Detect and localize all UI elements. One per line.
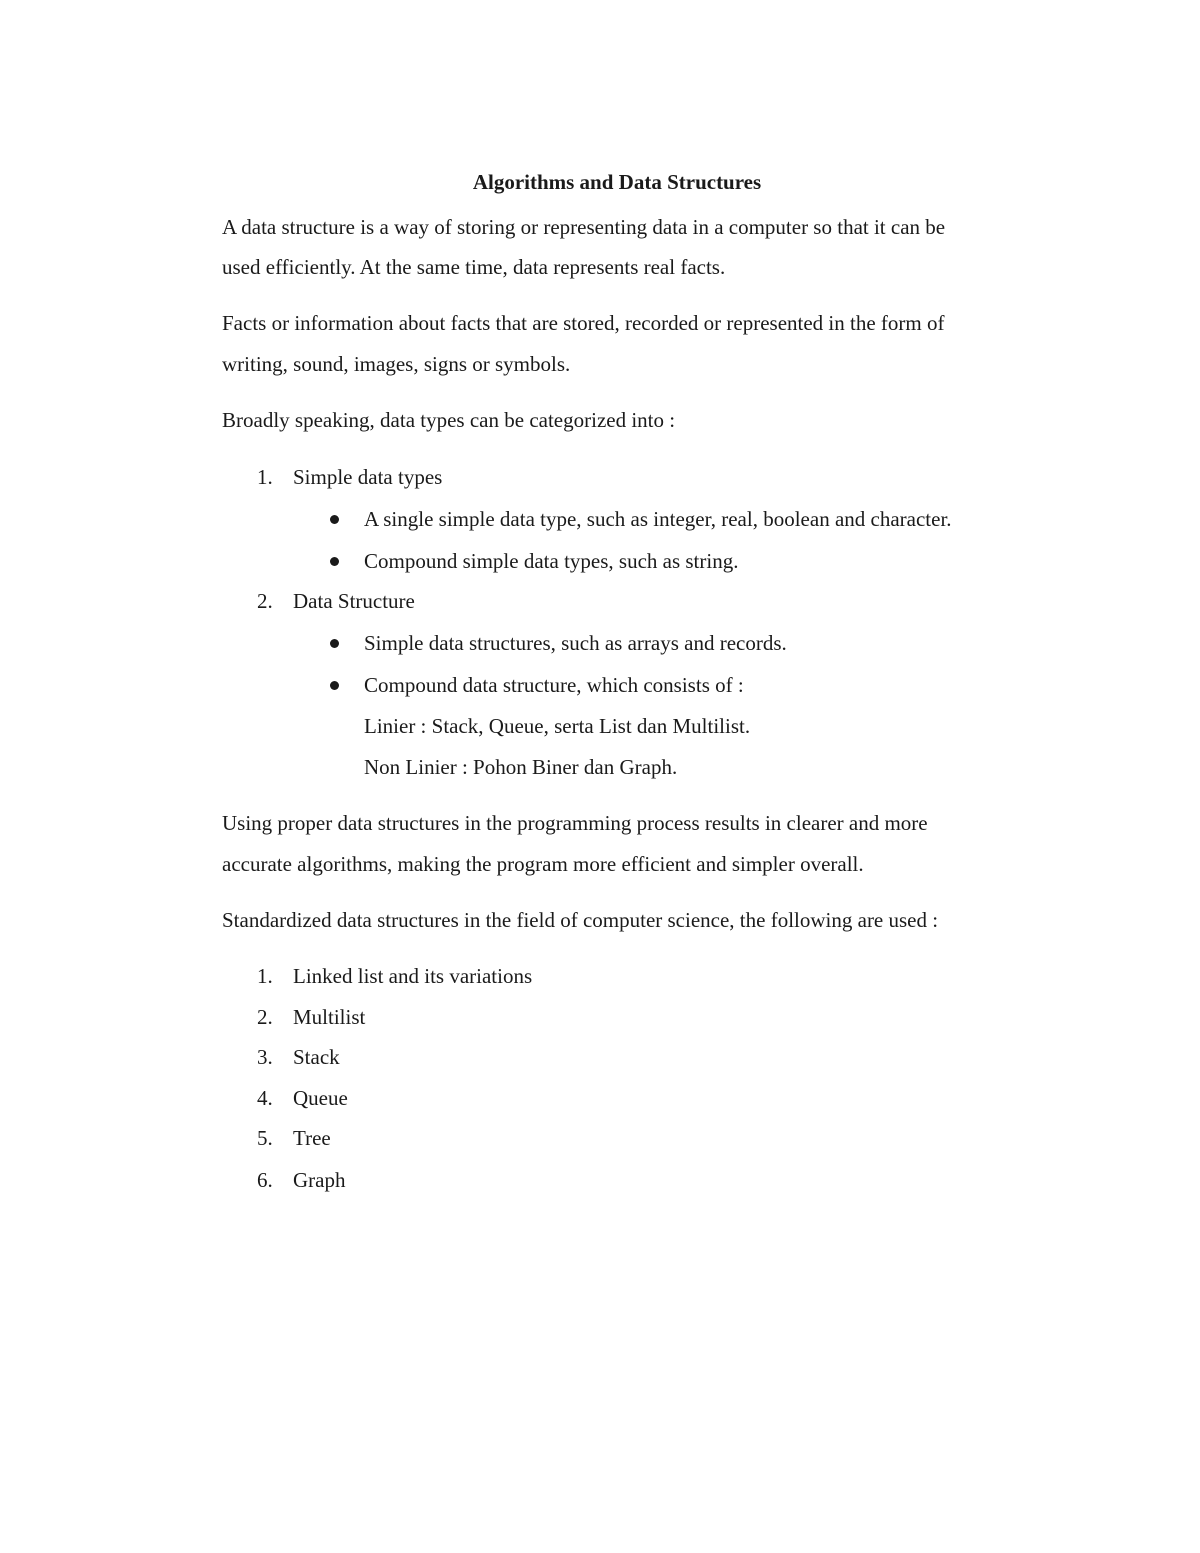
page-title: Algorithms and Data Structures (472, 170, 762, 194)
list-label: Queue (293, 1086, 348, 1110)
list-number: 2. (257, 589, 273, 613)
bullet-text: Compound simple data types, such as string. (364, 549, 739, 573)
list-number: 1. (257, 964, 273, 988)
list-number: 4. (257, 1086, 273, 1110)
bullet-dot-icon (330, 681, 339, 690)
bullet-text: Simple data structures, such as arrays and records. (364, 631, 787, 655)
sub-line: Linier : Stack, Queue, serta List dan Multilist. (364, 714, 751, 738)
list-label: Linked list and its variations (293, 964, 533, 988)
list-number: 2. (257, 1005, 273, 1029)
paragraph-line: Facts or information about facts that are stored, recorded or represented in the form of (222, 311, 945, 335)
list-label: Simple data types (293, 465, 443, 489)
bullet-dot-icon (330, 639, 339, 648)
paragraph-line: accurate algorithms, making the program more efficient and simpler overall. (222, 852, 864, 876)
list-label: Multilist (293, 1005, 366, 1029)
list-label: Tree (293, 1126, 331, 1150)
bullet-text: A single simple data type, such as integer, real, boolean and character. (364, 507, 952, 531)
list-label: Data Structure (293, 589, 415, 613)
list-label: Graph (293, 1168, 346, 1192)
paragraph-line: used efficiently. At the same time, data represents real facts. (222, 255, 726, 279)
bullet-dot-icon (330, 515, 339, 524)
paragraph-line: Standardized data structures in the field of computer science, the following are used : (222, 908, 939, 932)
sub-line: Non Linier : Pohon Biner dan Graph. (364, 755, 678, 779)
list-number: 1. (257, 465, 273, 489)
list-number: 3. (257, 1045, 273, 1069)
list-label: Stack (293, 1045, 340, 1069)
bullet-text: Compound data structure, which consists of : (364, 673, 744, 697)
list-number: 6. (257, 1168, 273, 1192)
list-number: 5. (257, 1126, 273, 1150)
bullet-dot-icon (330, 557, 339, 566)
paragraph-line: A data structure is a way of storing or representing data in a computer so that it can be (222, 215, 946, 239)
paragraph-line: Using proper data structures in the programming process results in clearer and more (222, 811, 928, 835)
paragraph-line: Broadly speaking, data types can be categorized into : (222, 408, 676, 432)
paragraph-line: writing, sound, images, signs or symbols. (222, 352, 571, 376)
